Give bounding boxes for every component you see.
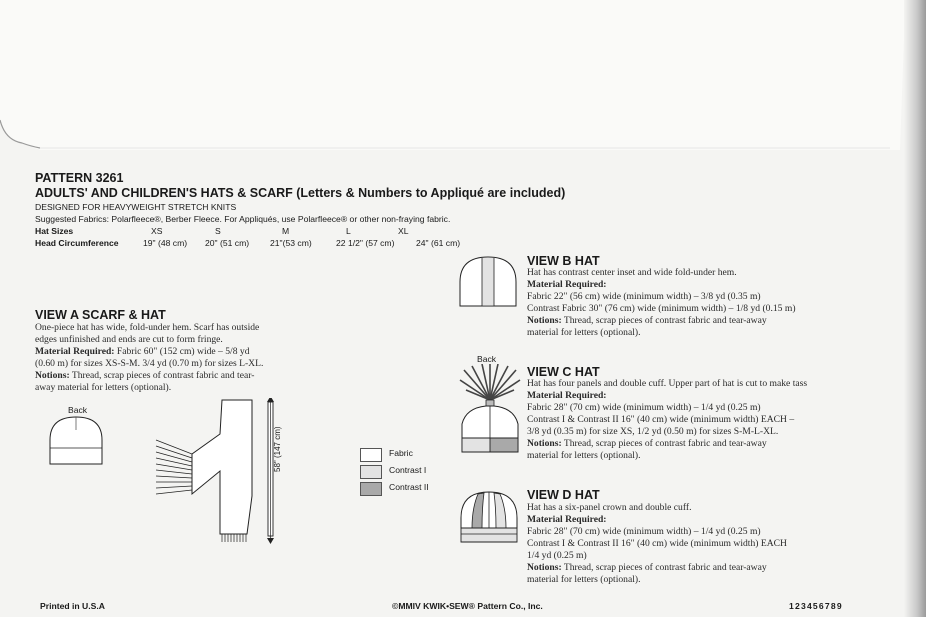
view-c-notions-label: Notions: (527, 438, 562, 449)
view-c-notions-2: material for letters (optional). (527, 450, 641, 461)
legend-label-contrast-1: Contrast I (389, 465, 427, 475)
circ-l: 22 1/2" (57 cm) (336, 238, 395, 248)
view-a-scarf-flat (262, 398, 282, 546)
legend-label-fabric: Fabric (389, 448, 413, 458)
view-b-notions-2: material for letters (optional). (527, 327, 641, 338)
view-d-material-2: Contrast I & Contrast II 16" (40 cm) wide (minimum width) EACH (527, 538, 787, 549)
legend-swatch-fabric (360, 448, 382, 462)
view-d-notions-1: Thread, scrap pieces of contrast fabric and tear-away (561, 562, 767, 573)
hat-sizes-label: Hat Sizes (35, 226, 74, 236)
circ-m: 21"(53 cm) (270, 238, 312, 248)
footer-printing-numbers: 123456789 (789, 601, 843, 611)
view-b-notions-1: Thread, scrap pieces of contrast fabric and tear-away (561, 315, 767, 326)
view-c-desc: Hat has four panels and double cuff. Upper part of hat is cut to make tass (527, 378, 808, 389)
view-d-desc: Hat has a six-panel crown and double cuff. (527, 502, 692, 513)
view-a-notions-2: away material for letters (optional). (35, 382, 172, 393)
size-xs: XS (151, 226, 163, 236)
view-a-hat-drawing (46, 414, 106, 466)
legend-swatch-contrast-2 (360, 482, 382, 496)
view-c-hat-drawing (456, 364, 524, 462)
circ-s: 20" (51 cm) (205, 238, 250, 248)
view-d-material-3: 1/4 yd (0.25 m) (527, 550, 587, 561)
view-c-material-2: Contrast I & Contrast II 16" (40 cm) wide (minimum width) EACH – (527, 414, 795, 425)
view-a-heading: VIEW A SCARF & HAT (35, 308, 166, 322)
view-a-material-2: (0.60 m) for sizes XS-S-M. 3/4 yd (0.70 m) for sizes L-XL. (35, 358, 264, 369)
view-b-material-1: Fabric 22" (56 cm) wide (minimum width) – 3/8 yd (0.35 m) (527, 291, 761, 302)
view-b-material-2: Contrast Fabric 30" (76 cm) wide (minimum width) – 1/8 yd (0.15 m) (527, 303, 796, 314)
designed-for: DESIGNED FOR HEAVYWEIGHT STRETCH KNITS (35, 202, 237, 212)
legend-swatch-contrast-1 (360, 465, 382, 479)
footer-printed: Printed in U.S.A (40, 601, 105, 611)
view-d-material-1: Fabric 28" (70 cm) wide (minimum width) – 1/4 yd (0.25 m) (527, 526, 761, 537)
view-a-material-label: Material Required: (35, 346, 115, 357)
circ-xs: 19" (48 cm) (143, 238, 188, 248)
size-s: S (215, 226, 221, 236)
size-xl: XL (398, 226, 409, 236)
view-b-hat-drawing (458, 254, 518, 308)
scarf-length-label: 58" (147 cm) (273, 426, 282, 472)
footer-copyright: ©MMIV KWIK•SEW® Pattern Co., Inc. (392, 601, 543, 611)
suggested-fabrics: Suggested Fabrics: Polarfleece®, Berber Fleece. For Appliqués, use Polarfleece® or other non-fraying fabric. (35, 214, 451, 224)
envelope-edge (904, 0, 926, 617)
view-b-material-label: Material Required: (527, 279, 607, 290)
view-d-hat-drawing (458, 488, 520, 546)
size-m: M (282, 226, 290, 236)
view-c-material-1: Fabric 28" (70 cm) wide (minimum width) – 1/4 yd (0.25 m) (527, 402, 761, 413)
pattern-title: ADULTS' AND CHILDREN'S HATS & SCARF (Letters & Numbers to Appliqué are included) (35, 186, 566, 200)
pattern-number: PATTERN 3261 (35, 171, 124, 185)
view-c-material-label: Material Required: (527, 390, 607, 401)
view-a-notions-label: Notions: (35, 370, 70, 381)
size-l: L (346, 226, 351, 236)
view-d-notions-label: Notions: (527, 562, 562, 573)
legend-label-contrast-2: Contrast II (389, 482, 429, 492)
view-d-material-label: Material Required: (527, 514, 607, 525)
view-b-heading: VIEW B HAT (527, 254, 600, 268)
view-d-notions-2: material for letters (optional). (527, 574, 641, 585)
view-c-back-label: Back (477, 354, 497, 364)
view-a-desc-2: edges unfinished and ends are cut to form fringe. (35, 334, 223, 345)
view-b-notions-label: Notions: (527, 315, 562, 326)
view-a-notions-1: Thread, scrap pieces of contrast fabric and tear- (69, 370, 255, 381)
view-c-material-3: 3/8 yd (0.35 m) for size XS, 1/2 yd (0.50 m) for sizes S-M-L-XL. (527, 426, 779, 437)
head-circumference-label: Head Circumference (35, 238, 119, 248)
view-a-scarf-drawing (152, 396, 267, 546)
view-d-heading: VIEW D HAT (527, 488, 600, 502)
view-a-back-label: Back (68, 405, 88, 415)
circ-xl: 24" (61 cm) (416, 238, 461, 248)
view-c-heading: VIEW C HAT (527, 365, 600, 379)
view-b-desc: Hat has contrast center inset and wide fold-under hem. (527, 267, 737, 278)
view-c-notions-1: Thread, scrap pieces of contrast fabric and tear-away (561, 438, 767, 449)
view-a-desc-1: One-piece hat has wide, fold-under hem. Scarf has outside (35, 322, 260, 333)
view-a-material-1: Fabric 60" (152 cm) wide – 5/8 yd (114, 346, 250, 357)
